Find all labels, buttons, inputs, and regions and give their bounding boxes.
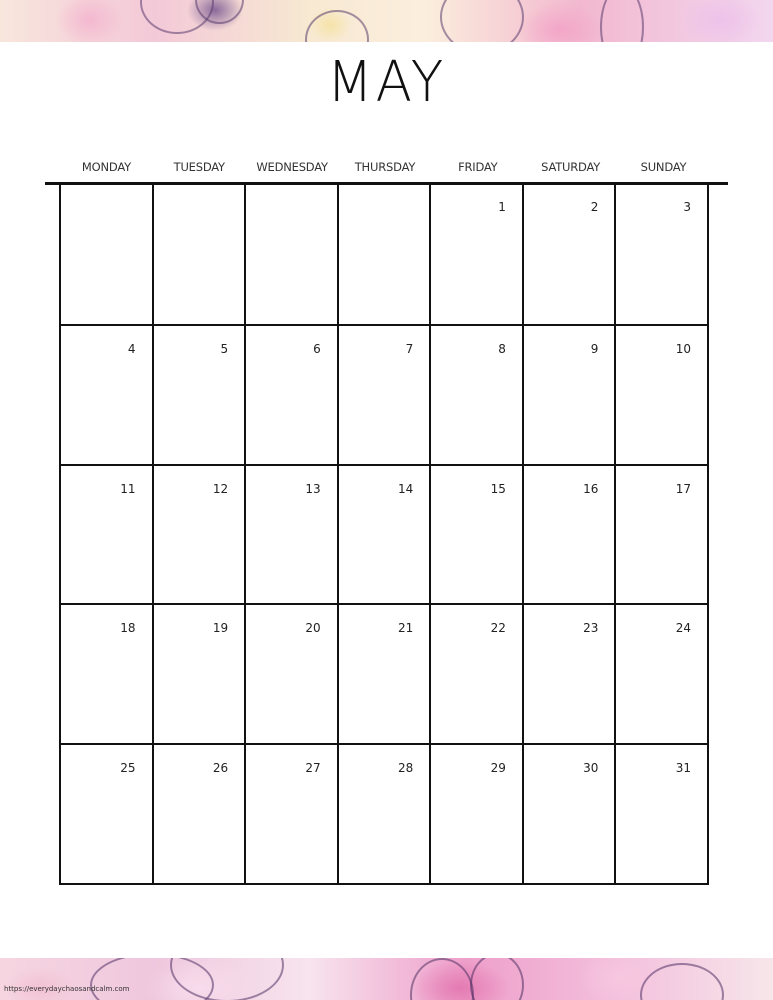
day-number: 25 [120,761,136,776]
day-number: 24 [675,621,691,636]
day-number: 29 [490,761,506,776]
day-number: 9 [590,341,599,356]
day-cell [154,184,247,324]
petal-stroke [600,0,644,42]
day-cell [61,324,154,464]
day-number: 19 [212,621,229,636]
website-url: https://everydaychaosandcalm.com [4,985,130,993]
petal-stroke [305,10,369,42]
day-cell [246,324,339,464]
day-number: 14 [398,481,414,496]
day-number: 30 [583,761,599,776]
day-cell [61,184,154,324]
day-number: 26 [212,761,229,776]
day-number: 21 [398,621,414,636]
day-cell [246,464,339,604]
day-cell [246,743,339,883]
day-number: 3 [683,200,691,214]
day-cell [339,603,432,743]
weekday-header-row [60,160,710,180]
day-cell [524,324,617,464]
day-number: 1 [498,200,506,214]
weekday-label: WEDNESDAY [256,160,328,174]
day-cell [431,324,524,464]
day-cell [616,603,709,743]
weekday-label: SUNDAY [640,160,687,174]
day-cell [431,464,524,604]
weekday-label: FRIDAY [458,160,498,174]
day-number: 27 [305,761,321,776]
petal-stroke [440,0,524,42]
day-number: 28 [398,761,414,776]
day-number: 23 [583,621,599,636]
day-number: 11 [120,481,136,496]
weekday-label: TUESDAY [173,160,225,174]
weekday-label: SATURDAY [541,160,601,174]
day-cell [154,743,247,883]
day-cell [431,184,524,324]
day-cell [339,184,432,324]
day-number: 2 [590,200,599,214]
day-cell [339,464,432,604]
day-number: 4 [127,341,136,356]
day-cell [524,464,617,604]
floral-footer-band [0,958,773,1000]
day-cell [154,464,247,604]
day-cell [246,184,339,324]
day-number: 5 [220,341,229,356]
day-number: 6 [313,341,321,356]
weekday-label: MONDAY [81,160,131,174]
day-cell [339,743,432,883]
day-number: 7 [405,341,414,356]
day-cell [431,743,524,883]
petal-stroke [640,963,724,1000]
day-number: 8 [498,341,506,356]
month-title: MAY [326,50,447,115]
day-number: 22 [490,621,506,636]
day-number: 10 [675,341,691,356]
day-number: 31 [675,761,691,776]
floral-header-band [0,0,773,42]
day-cell [524,603,617,743]
day-cell [61,464,154,604]
calendar-grid [59,184,709,885]
day-number: 17 [675,481,691,496]
petal-stroke [470,958,524,1000]
day-number: 13 [305,481,321,496]
day-cell [524,184,617,324]
day-cell [154,324,247,464]
day-number: 12 [212,481,229,496]
day-cell [616,743,709,883]
day-cell [431,603,524,743]
day-cell [616,184,709,324]
day-cell [61,603,154,743]
day-number: 18 [120,621,136,636]
day-number: 16 [583,481,599,496]
day-cell [339,324,432,464]
petal-stroke [410,958,474,1000]
day-cell [154,603,247,743]
day-number: 20 [305,621,321,636]
day-cell [616,324,709,464]
day-cell [246,603,339,743]
day-cell [61,743,154,883]
day-number: 15 [490,481,506,496]
weekday-label: THURSDAY [354,160,416,174]
day-cell [524,743,617,883]
day-cell [616,464,709,604]
